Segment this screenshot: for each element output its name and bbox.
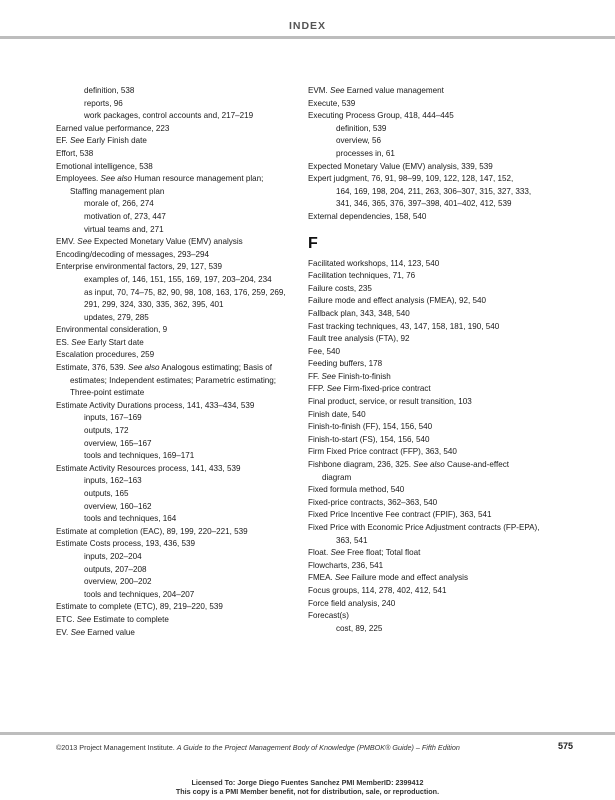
entry-text: Fixed Price with Economic Price Adjustment contracts (FP-EPA),: [308, 523, 540, 532]
index-entry: [308, 371, 558, 384]
index-entry: [56, 576, 296, 589]
entry-text: Fixed Price Incentive Fee contract (FPIF), 363, 541: [308, 510, 492, 520]
entry-text: FMEA.: [308, 573, 333, 583]
index-entry: [56, 173, 296, 186]
entry-see-reference: See: [76, 614, 92, 624]
entry-text: Focus groups, 114, 278, 402, 412, 541: [308, 585, 447, 595]
index-entry: [56, 475, 296, 488]
entry-text: examples of, 146, 151, 155, 169, 197, 203–204, 234: [84, 274, 272, 284]
index-entry: [56, 375, 296, 388]
index-entry: [56, 564, 296, 577]
entry-text: Firm Fixed Price contract (FFP), 363, 540: [308, 447, 457, 457]
index-entry: [56, 488, 296, 501]
entry-text: Fast tracking techniques, 43, 147, 158, 181, 190, 540: [308, 321, 500, 331]
entry-see-reference: See also: [100, 174, 133, 184]
entry-text: 291, 299, 324, 330, 335, 362, 395, 401: [84, 300, 224, 310]
index-entry: [56, 412, 296, 425]
entry-see-reference: See also: [128, 363, 160, 373]
entry-see-reference: See: [330, 548, 345, 558]
entry-text: updates, 279, 285: [84, 312, 149, 322]
entry-text: Fishbone diagram, 236, 325.: [308, 460, 412, 470]
entry-text: Expert judgment, 76, 91, 98–99, 109, 122, 128, 147, 152,: [308, 174, 514, 184]
entry-text: Failure costs, 235: [308, 283, 372, 293]
entry-text: Finish-to-start (FS), 154, 156, 540: [308, 434, 430, 444]
index-entry: [308, 547, 558, 560]
entry-see-reference: See: [69, 136, 85, 146]
index-entry: [56, 224, 296, 237]
entry-text: overview, 200–202: [84, 577, 152, 587]
index-entry: [56, 312, 296, 325]
entry-text: tools and techniques, 164: [84, 514, 177, 524]
index-entry: [56, 98, 296, 111]
page-header: [0, 0, 615, 38]
entry-text: morale of, 266, 274: [84, 199, 154, 209]
entry-text: motivation of, 273, 447: [84, 211, 166, 221]
entry-text: Encoding/decoding of messages, 293–294: [56, 249, 209, 259]
index-entry: [56, 450, 296, 463]
index-column-right: [308, 85, 558, 635]
index-entry: [308, 446, 558, 459]
index-entry: [56, 425, 296, 438]
entry-text: inputs, 202–204: [84, 551, 142, 561]
entry-text: Emotional intelligence, 538: [56, 161, 153, 171]
entry-text: 363, 541: [336, 535, 368, 545]
entry-text: outputs, 165: [84, 489, 129, 498]
index-entry: [56, 589, 296, 602]
entry-text: Effort, 538: [56, 148, 94, 158]
page-number: 575: [558, 741, 574, 751]
entry-see-reference: See: [71, 337, 86, 347]
entry-text: Force field analysis, 240: [308, 598, 396, 608]
entry-see-target: Earned value: [87, 627, 135, 637]
entry-see-reference: See: [321, 371, 336, 381]
index-entry: [308, 497, 558, 510]
index-entry: [308, 434, 558, 447]
entry-text: tools and techniques, 204–207: [84, 589, 195, 599]
index-entry: [56, 463, 296, 476]
entry-text: Forecast(s): [308, 611, 349, 621]
entry-see-reference: See: [70, 627, 85, 637]
entry-text: outputs, 172: [84, 426, 129, 436]
entry-text: 341, 346, 365, 376, 397–398, 401–402, 412, 539: [336, 199, 512, 209]
index-entry: [308, 346, 558, 359]
entry-text: estimates; Independent estimates; Parametric estimating;: [70, 375, 277, 385]
footer-rule: [0, 732, 615, 735]
index-entry: [308, 610, 558, 623]
index-entry: [308, 186, 558, 199]
entry-text: Fallback plan, 343, 348, 540: [308, 308, 410, 318]
entry-text: inputs, 167–169: [84, 413, 142, 423]
entry-text: virtual teams and, 271: [84, 224, 164, 234]
entry-text: External dependencies, 158, 540: [308, 211, 427, 221]
entry-text: work packages, control accounts and, 217–219: [84, 111, 254, 121]
license-line-2: This copy is a PMI Member benefit, not for distribution, sale, or reproduction.: [175, 786, 440, 796]
index-entry: [308, 283, 558, 296]
entry-text: Fee, 540: [308, 346, 340, 356]
index-entry: [56, 400, 296, 413]
index-entry: [56, 261, 296, 274]
entry-see-target: Free float; Total float: [347, 548, 421, 558]
index-entry: [56, 601, 296, 614]
entry-text: Finish date, 540: [308, 409, 366, 419]
entry-text: processes in, 61: [336, 148, 395, 158]
license-line-1: Licensed To: Jorge Diego Fuentes Sanchez PMI MemberID: 2399412: [191, 778, 424, 787]
entry-text: as input, 70, 74–75, 82, 90, 98, 108, 163, 176, 259, 269,: [84, 287, 286, 297]
index-entry: [308, 383, 558, 396]
license-notice: [0, 779, 615, 796]
index-column-left: [56, 85, 296, 639]
entry-text: FFP.: [308, 384, 325, 394]
index-section-f: [308, 258, 558, 636]
index-entry: [56, 337, 296, 350]
entry-see-target: Early Start date: [87, 337, 144, 347]
entry-text: Finish-to-finish (FF), 154, 156, 540: [308, 422, 433, 432]
entry-text: inputs, 162–163: [84, 476, 142, 486]
index-entry: [308, 295, 558, 308]
entry-text: Enterprise environmental factors, 29, 127, 539: [56, 262, 223, 272]
index-entry: [308, 98, 558, 111]
index-entry: [56, 236, 296, 249]
entry-text: Environmental consideration, 9: [56, 325, 168, 335]
entry-see-target: Firm-fixed-price contract: [343, 384, 431, 394]
index-entry: [56, 198, 296, 211]
index-entry: [308, 198, 558, 211]
entry-see-target: Finish-to-finish: [338, 371, 391, 381]
index-section-e-continued: [308, 85, 558, 224]
entry-text: Feeding buffers, 178: [308, 359, 383, 369]
entry-text: 164, 169, 198, 204, 211, 263, 306–307, 315, 327, 333,: [336, 186, 532, 196]
entry-text: overview, 165–167: [84, 438, 152, 448]
entry-text: Estimate, 376, 539.: [56, 363, 126, 373]
index-entry: [308, 484, 558, 497]
index-entry: [308, 358, 558, 371]
entry-text: Three-point estimate: [70, 388, 145, 398]
entry-text: reports, 96: [84, 98, 123, 108]
entry-see-reference: See: [334, 573, 350, 583]
entry-text: Staffing management plan: [70, 186, 165, 196]
index-entry: [308, 409, 558, 422]
entry-text: diagram: [322, 472, 352, 482]
index-entry: [56, 186, 296, 199]
entry-text: Fixed-price contracts, 362–363, 540: [308, 497, 438, 507]
index-entry: [308, 396, 558, 409]
entry-text: Estimate Activity Resources process, 141, 433, 539: [56, 463, 241, 473]
index-entry: [56, 551, 296, 564]
entry-text: EVM.: [308, 86, 328, 95]
index-entry: [56, 349, 296, 362]
entry-text: definition, 538: [84, 86, 135, 95]
entry-text: Facilitated workshops, 114, 123, 540: [308, 258, 440, 268]
index-entry: [308, 258, 558, 271]
index-entry: [56, 299, 296, 312]
index-entry: [308, 123, 558, 136]
index-entry: [56, 110, 296, 123]
entry-see-reference: See: [326, 384, 342, 394]
index-entry: [308, 148, 558, 161]
entry-see-target: Analogous estimating; Basis of: [161, 363, 272, 373]
index-entry: [308, 560, 558, 573]
index-entry: [56, 161, 296, 174]
index-entry: [56, 135, 296, 148]
index-entry: [56, 85, 296, 98]
entry-text: Failure mode and effect analysis (FMEA), 92, 540: [308, 296, 486, 306]
entry-text: definition, 539: [336, 123, 387, 133]
index-entry: [56, 538, 296, 551]
entry-see-target: Cause-and-effect: [447, 460, 509, 470]
entry-see-target: Early Finish date: [86, 136, 147, 146]
index-entry: [308, 110, 558, 123]
entry-text: Flowcharts, 236, 541: [308, 560, 384, 570]
entry-see-reference: See also: [413, 460, 445, 470]
entry-text: overview, 160–162: [84, 501, 152, 511]
entry-text: outputs, 207–208: [84, 564, 147, 574]
entry-text: Estimate to complete (ETC), 89, 219–220, 539: [56, 602, 223, 612]
entry-text: ETC.: [56, 614, 75, 624]
index-entry: [56, 627, 296, 640]
footer-book-title: A Guide to the Project Management Body of Knowledge (PMBOK® Guide) – Fifth Edition: [176, 743, 460, 752]
entry-text: Fixed formula method, 540: [308, 485, 405, 495]
index-entry: [308, 572, 558, 585]
index-entry: [308, 509, 558, 522]
header-rule: [0, 36, 615, 39]
entry-text: Employees.: [56, 174, 99, 184]
index-entry: [308, 522, 558, 535]
index-entry: [308, 308, 558, 321]
entry-text: Execute, 539: [308, 98, 356, 108]
entry-text: EMV.: [56, 237, 76, 247]
index-entry: [56, 211, 296, 224]
index-entry: [56, 148, 296, 161]
index-entry: [56, 123, 296, 136]
index-entry: [308, 535, 558, 548]
index-entry: [308, 85, 558, 98]
entry-text: tools and techniques, 169–171: [84, 451, 195, 461]
index-entry: [308, 333, 558, 346]
index-entry: [56, 387, 296, 400]
index-entry: [308, 623, 558, 636]
entry-text: Earned value performance, 223: [56, 123, 170, 133]
entry-see-target: Failure mode and effect analysis: [351, 573, 469, 583]
index-entry: [56, 438, 296, 451]
entry-text: Float.: [308, 548, 329, 558]
index-entry: [308, 598, 558, 611]
entry-text: Estimate Activity Durations process, 141, 433–434, 539: [56, 400, 255, 410]
entry-see-target: Earned value management: [346, 86, 444, 95]
entry-text: Executing Process Group, 418, 444–445: [308, 111, 454, 121]
index-entry: [308, 161, 558, 174]
index-entry: [308, 270, 558, 283]
index-entry: [308, 421, 558, 434]
entry-text: FF.: [308, 371, 320, 381]
index-entry: [56, 614, 296, 627]
entry-text: EV.: [56, 627, 69, 637]
entry-see-reference: See: [77, 237, 92, 247]
footer-citation: [56, 743, 460, 752]
entry-text: Estimate at completion (EAC), 89, 199, 220–221, 539: [56, 526, 248, 536]
entry-text: Fault tree analysis (FTA), 92: [308, 334, 410, 344]
entry-text: Facilitation techniques, 71, 76: [308, 271, 416, 281]
index-entry: [56, 274, 296, 287]
entry-text: Expected Monetary Value (EMV) analysis, 339, 539: [308, 161, 493, 171]
index-entry: [308, 211, 558, 224]
entry-text: Final product, service, or result transition, 103: [308, 397, 472, 407]
index-entry: [308, 135, 558, 148]
index-entry: [308, 459, 558, 472]
entry-text: EF.: [56, 136, 68, 146]
index-entry: [56, 249, 296, 262]
entry-see-reference: See: [330, 86, 345, 95]
index-entry: [56, 287, 296, 300]
index-entry: [308, 321, 558, 334]
index-entry: [56, 324, 296, 337]
entry-text: Estimate Costs process, 193, 436, 539: [56, 539, 196, 549]
index-entry: [56, 362, 296, 375]
index-entry: [308, 585, 558, 598]
entry-text: cost, 89, 225: [336, 623, 383, 633]
index-entry: [56, 513, 296, 526]
entry-see-target: Estimate to complete: [93, 614, 169, 624]
entry-see-target: Human resource management plan;: [134, 174, 264, 184]
entry-see-target: Expected Monetary Value (EMV) analysis: [93, 237, 243, 247]
header-title: INDEX: [288, 20, 327, 32]
index-entry: [308, 472, 558, 485]
index-section-letter: F: [308, 234, 318, 252]
footer-copyright: ©2013 Project Management Institute.: [56, 743, 175, 752]
index-entry: [56, 501, 296, 514]
index-entry: [308, 173, 558, 186]
entry-text: Escalation procedures, 259: [56, 350, 155, 360]
entry-text: overview, 56: [336, 136, 381, 146]
index-entry: [56, 526, 296, 539]
entry-text: ES.: [56, 337, 70, 347]
